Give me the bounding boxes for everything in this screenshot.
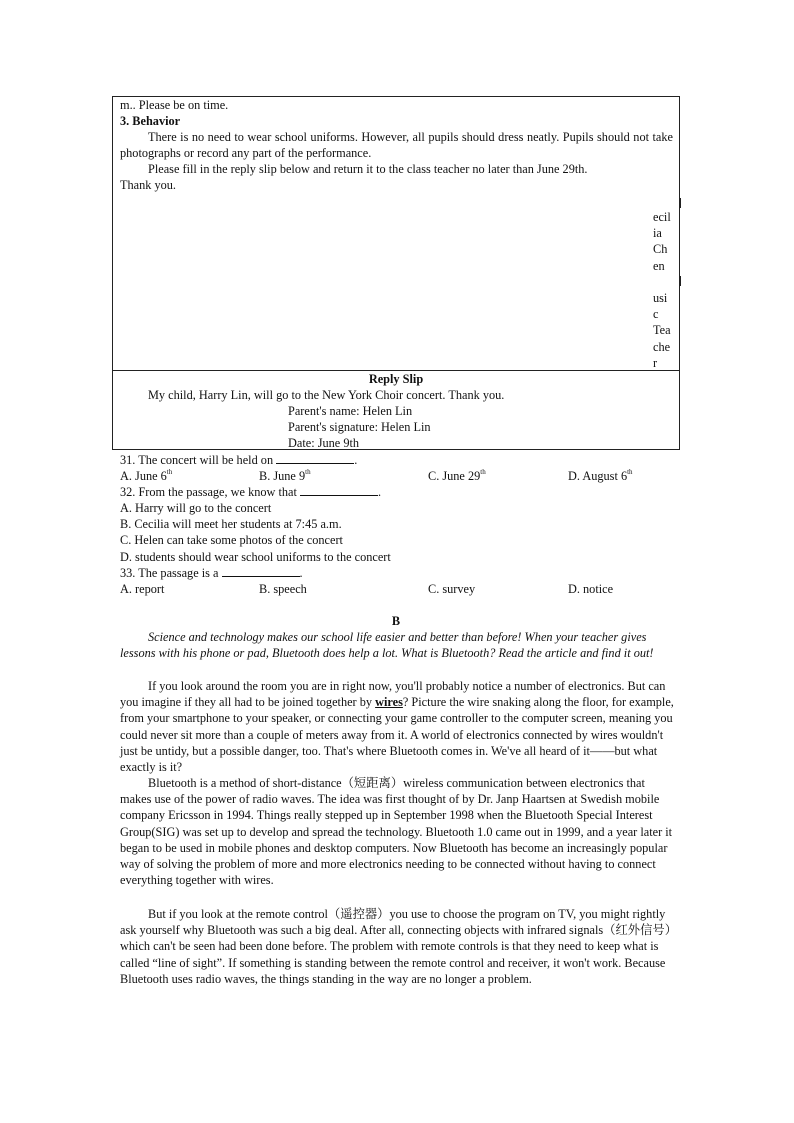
parent-name: Parent's name: Helen Lin <box>288 404 413 418</box>
section-b-paragraph-1: If you look around the room you are in right now, you'll probably notice a number of electronics. But can you imagine if they all had to be joined together by wires? Picture the wire snaking along the floor, for example, from your smartphone to your speaker, or connecting your game controller to the computer screen, meaning you could never sit more than a couple of meters away from it. A world of electronics connected by wires wouldn't just be untidy, but a possible danger, too. That's where Bluetooth comes in. We've all heard of it——but what exactly is it? <box>120 679 674 775</box>
section-b-heading: B <box>391 614 401 628</box>
behavior-heading: 3. Behavior <box>120 114 181 128</box>
signature-fragment <box>653 274 673 290</box>
question-end: . <box>354 453 358 467</box>
option-b: B. June 9th <box>259 468 311 483</box>
option-d: D. August 6th <box>568 468 633 483</box>
section-b-paragraph-2: Bluetooth is a method of short-distance（短距离）wireless communication between electronics that makes use of the power of radio waves. The idea was first thought of by Dr. Janp Haartsen at Swedish mobile company Ericsson in 1994. Things really stepped up in September 1998 when the Bluetooth Special Interest Group(SIG) was set up to develop and spread the technology. Bluetooth 1.0 came out in 1999, and a year later it began to be used in mobile phones and desktop computers. Now Bluetooth has become an increasingly popular way of solving the problem of more and more electronics needing to be connected without having to connect everything together with wires. <box>120 776 673 888</box>
option-d: D. students should wear school uniforms to the concert <box>120 550 391 564</box>
parent-signature: Parent's signature: Helen Lin <box>288 420 431 434</box>
signature-fragment: r <box>653 355 658 370</box>
notice-continued-line: m.. Please be on time. <box>120 98 229 112</box>
option-a: A. June 6th <box>120 468 173 483</box>
margin-mark <box>680 276 681 286</box>
question-32 <box>120 484 381 500</box>
answer-blank <box>300 484 378 496</box>
keyword-wires: wires <box>375 695 403 710</box>
section-b-paragraph-3: But if you look at the remote control（遥控器）you use to choose the program on TV, you might rightly ask yourself why Bluetooth was such a big deal. After all, connecting objects with infrared signals（红外信号）which can't be seen had been done before. The problem with remote controls is that they need to keep what is called “line of sight”. If something is standing between the remote control and receiver, it won't work. Because Bluetooth uses radio waves, the things standing in the way are no longer a problem. <box>120 907 671 986</box>
answer-blank <box>222 565 300 577</box>
question-31 <box>120 452 357 468</box>
option-a: A. report <box>120 582 165 596</box>
section-b-intro: Science and technology makes our school life easier and better than before! When your teacher gives lessons with his phone or pad, Bluetooth does help a lot. What is Bluetooth? Read the article and find it out! <box>120 630 654 661</box>
signature-fragment: Ch <box>653 242 668 257</box>
question-stem: 33. The passage is a <box>120 566 219 580</box>
question-stem: 31. The concert will be held on <box>120 453 274 467</box>
question-stem: 32. From the passage, we know that <box>120 485 297 499</box>
signature-fragment: Tea <box>653 323 671 338</box>
margin-mark <box>680 198 681 208</box>
signature-fragment: che <box>653 339 671 354</box>
option-a: A. Harry will go to the concert <box>120 501 272 515</box>
behavior-paragraph-1: There is no need to wear school uniforms. However, all pupils should dress neatly. Pupils should not take photographs or record any part of the performance. <box>120 130 673 161</box>
option-c: C. June 29th <box>428 468 486 483</box>
signature-fragment: ecil <box>653 210 671 224</box>
reply-slip-title: Reply Slip <box>368 372 424 386</box>
option-d: D. notice <box>568 582 614 596</box>
reply-date: Date: June 9th <box>288 436 360 450</box>
option-c: C. survey <box>428 582 476 596</box>
answer-blank <box>276 452 354 464</box>
reply-slip-line: My child, Harry Lin, will go to the New York Choir concert. Thank you. <box>148 388 505 402</box>
signature-fragment: en <box>653 258 665 273</box>
signature-fragment: usi <box>653 291 668 305</box>
option-b: B. Cecilia will meet her students at 7:45 a.m. <box>120 517 342 531</box>
behavior-paragraph-2: Please fill in the reply slip below and return it to the class teacher no later than June 29th. <box>148 162 588 176</box>
signature-column <box>653 209 673 371</box>
signature-fragment: ia <box>653 226 662 241</box>
question-end: . <box>377 485 382 499</box>
option-c: C. Helen can take some photos of the concert <box>120 533 343 547</box>
signature-fragment: c <box>653 307 659 322</box>
question-33 <box>120 565 303 581</box>
thank-you-line: Thank you. <box>120 178 177 192</box>
option-b: B. speech <box>259 582 307 596</box>
question-end: . <box>299 566 303 580</box>
